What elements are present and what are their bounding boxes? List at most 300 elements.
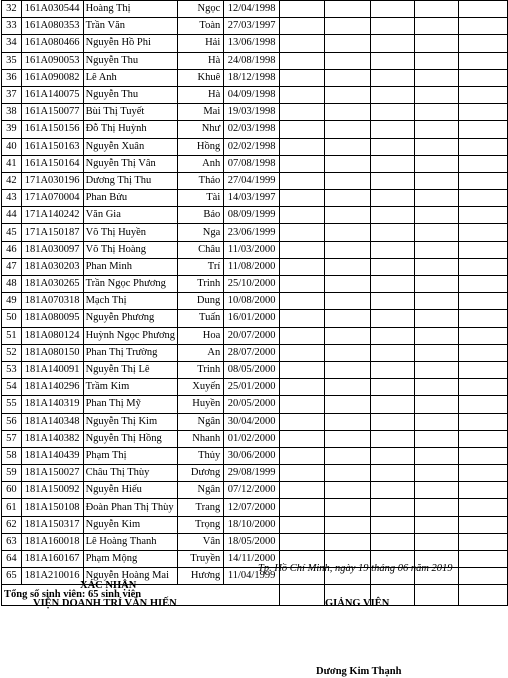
student-code: 181A140382 bbox=[21, 430, 83, 447]
empty-cell bbox=[371, 430, 415, 447]
empty-cell bbox=[459, 551, 508, 568]
student-dob: 11/04/1999 bbox=[224, 568, 280, 585]
student-last-name: Bảo bbox=[178, 207, 224, 224]
student-last-name: Hải bbox=[178, 35, 224, 52]
student-last-name: Ngọc bbox=[178, 1, 224, 18]
student-code: 161A030544 bbox=[21, 1, 83, 18]
lecturer-name: Dương Kim Thạnh bbox=[316, 666, 402, 677]
student-dob: 04/09/1998 bbox=[224, 86, 280, 103]
table-row bbox=[2, 207, 508, 224]
empty-cell bbox=[325, 104, 371, 121]
empty-cell bbox=[371, 293, 415, 310]
student-last-name: Ngân bbox=[178, 482, 224, 499]
student-code: 181A150317 bbox=[21, 516, 83, 533]
empty-cell bbox=[325, 52, 371, 69]
empty-cell bbox=[459, 327, 508, 344]
student-code: 181A080124 bbox=[21, 327, 83, 344]
student-dob: 18/05/2000 bbox=[224, 533, 280, 550]
student-code: 181A070318 bbox=[21, 293, 83, 310]
empty-cell bbox=[415, 379, 459, 396]
institute-name: VIỆN DOANH TRÍ VĂN HIẾN bbox=[33, 598, 177, 609]
empty-cell bbox=[459, 86, 508, 103]
table-row bbox=[2, 465, 508, 482]
student-dob: 02/03/1998 bbox=[224, 121, 280, 138]
student-dob: 20/05/2000 bbox=[224, 396, 280, 413]
row-number: 57 bbox=[2, 430, 22, 447]
empty-cell bbox=[415, 465, 459, 482]
empty-cell bbox=[415, 138, 459, 155]
student-code: 161A080466 bbox=[21, 35, 83, 52]
student-code: 171A150187 bbox=[21, 224, 83, 241]
empty-cell bbox=[415, 190, 459, 207]
student-last-name: Hà bbox=[178, 86, 224, 103]
empty-cell bbox=[459, 344, 508, 361]
empty-cell bbox=[459, 516, 508, 533]
empty-cell bbox=[325, 190, 371, 207]
student-dob: 14/03/1997 bbox=[224, 190, 280, 207]
empty-cell bbox=[280, 172, 325, 189]
empty-cell bbox=[371, 344, 415, 361]
row-number: 50 bbox=[2, 310, 22, 327]
table-row bbox=[2, 310, 508, 327]
empty-cell bbox=[459, 585, 508, 606]
student-dob: 01/02/2000 bbox=[224, 430, 280, 447]
table-row bbox=[2, 344, 508, 361]
empty-cell bbox=[325, 516, 371, 533]
student-first-name: Nguyễn Hoàng Mai bbox=[83, 568, 177, 585]
student-code: 161A090053 bbox=[21, 52, 83, 69]
empty-cell bbox=[325, 447, 371, 464]
student-dob: 30/06/2000 bbox=[224, 447, 280, 464]
empty-cell bbox=[371, 310, 415, 327]
empty-cell bbox=[371, 241, 415, 258]
empty-cell bbox=[325, 121, 371, 138]
empty-cell bbox=[280, 533, 325, 550]
empty-cell bbox=[371, 413, 415, 430]
table-row bbox=[2, 413, 508, 430]
empty-cell bbox=[280, 379, 325, 396]
empty-cell bbox=[415, 344, 459, 361]
table-row bbox=[2, 52, 508, 69]
row-number: 63 bbox=[2, 533, 22, 550]
student-last-name: Dương bbox=[178, 465, 224, 482]
student-code: 161A140075 bbox=[21, 86, 83, 103]
empty-cell bbox=[280, 18, 325, 35]
row-number: 65 bbox=[2, 568, 22, 585]
empty-cell bbox=[280, 344, 325, 361]
student-last-name: Trinh bbox=[178, 276, 224, 293]
empty-cell bbox=[280, 516, 325, 533]
table-row bbox=[2, 190, 508, 207]
student-code: 181A080095 bbox=[21, 310, 83, 327]
student-rows bbox=[2, 1, 508, 585]
confirm-title: XÁC NHẬN bbox=[80, 580, 137, 591]
empty-cell bbox=[415, 482, 459, 499]
table-row bbox=[2, 1, 508, 18]
student-dob: 11/08/2000 bbox=[224, 258, 280, 275]
student-last-name: Dung bbox=[178, 293, 224, 310]
table-row bbox=[2, 516, 508, 533]
empty-cell bbox=[280, 121, 325, 138]
empty-cell bbox=[459, 361, 508, 378]
empty-cell bbox=[459, 482, 508, 499]
student-code: 161A150156 bbox=[21, 121, 83, 138]
student-dob: 08/09/1999 bbox=[224, 207, 280, 224]
empty-cell bbox=[371, 1, 415, 18]
empty-cell bbox=[371, 482, 415, 499]
empty-cell bbox=[459, 155, 508, 172]
empty-cell bbox=[280, 276, 325, 293]
student-dob: 29/08/1999 bbox=[224, 465, 280, 482]
student-table bbox=[1, 0, 508, 606]
row-number: 53 bbox=[2, 361, 22, 378]
student-last-name: Hà bbox=[178, 52, 224, 69]
row-number: 46 bbox=[2, 241, 22, 258]
row-number: 41 bbox=[2, 155, 22, 172]
empty-cell bbox=[280, 207, 325, 224]
empty-cell bbox=[280, 224, 325, 241]
empty-cell bbox=[459, 104, 508, 121]
student-dob: 11/03/2000 bbox=[224, 241, 280, 258]
empty-cell bbox=[371, 155, 415, 172]
student-code: 161A150163 bbox=[21, 138, 83, 155]
table-row bbox=[2, 138, 508, 155]
empty-cell bbox=[371, 104, 415, 121]
row-number: 59 bbox=[2, 465, 22, 482]
empty-cell bbox=[459, 18, 508, 35]
empty-cell bbox=[280, 86, 325, 103]
empty-cell bbox=[325, 396, 371, 413]
table-row bbox=[2, 379, 508, 396]
empty-cell bbox=[459, 447, 508, 464]
empty-cell bbox=[280, 499, 325, 516]
empty-cell bbox=[325, 465, 371, 482]
row-number: 55 bbox=[2, 396, 22, 413]
empty-cell bbox=[371, 69, 415, 86]
empty-cell bbox=[325, 69, 371, 86]
empty-cell bbox=[325, 361, 371, 378]
empty-cell bbox=[415, 276, 459, 293]
empty-cell bbox=[371, 516, 415, 533]
empty-cell bbox=[325, 224, 371, 241]
student-last-name: Thảo bbox=[178, 172, 224, 189]
row-number: 62 bbox=[2, 516, 22, 533]
student-last-name: Nhanh bbox=[178, 430, 224, 447]
empty-cell bbox=[325, 155, 371, 172]
table-row bbox=[2, 69, 508, 86]
student-dob: 30/04/2000 bbox=[224, 413, 280, 430]
empty-cell bbox=[459, 568, 508, 585]
empty-cell bbox=[371, 172, 415, 189]
student-first-name: Trầm Kim bbox=[83, 379, 177, 396]
student-last-name: Tài bbox=[178, 190, 224, 207]
empty-cell bbox=[325, 138, 371, 155]
row-number: 38 bbox=[2, 104, 22, 121]
row-number: 61 bbox=[2, 499, 22, 516]
empty-cell bbox=[280, 138, 325, 155]
student-last-name: Hương bbox=[178, 568, 224, 585]
table-row bbox=[2, 361, 508, 378]
student-dob: 23/06/1999 bbox=[224, 224, 280, 241]
empty-cell bbox=[280, 430, 325, 447]
table-row bbox=[2, 224, 508, 241]
empty-cell bbox=[415, 258, 459, 275]
empty-cell bbox=[325, 18, 371, 35]
empty-cell bbox=[371, 465, 415, 482]
student-code: 181A030265 bbox=[21, 276, 83, 293]
empty-cell bbox=[280, 155, 325, 172]
empty-cell bbox=[415, 1, 459, 18]
empty-cell bbox=[325, 327, 371, 344]
student-first-name: Phan Minh bbox=[83, 258, 177, 275]
table-row bbox=[2, 121, 508, 138]
student-first-name: Nguyễn Thị Lê bbox=[83, 361, 177, 378]
student-first-name: Phan Thị Trường bbox=[83, 344, 177, 361]
student-code: 181A030203 bbox=[21, 258, 83, 275]
row-number: 43 bbox=[2, 190, 22, 207]
row-number: 58 bbox=[2, 447, 22, 464]
student-dob: 07/08/1998 bbox=[224, 155, 280, 172]
table-row bbox=[2, 327, 508, 344]
student-last-name: Tuấn bbox=[178, 310, 224, 327]
student-first-name: Nguyễn Hiếu bbox=[83, 482, 177, 499]
lecturer-title: GIẢNG VIÊN bbox=[325, 598, 390, 609]
student-code: 181A150092 bbox=[21, 482, 83, 499]
student-first-name: Văn Gia bbox=[83, 207, 177, 224]
empty-cell bbox=[459, 224, 508, 241]
empty-cell bbox=[415, 35, 459, 52]
student-first-name: Bùi Thị Tuyết bbox=[83, 104, 177, 121]
empty-cell bbox=[280, 361, 325, 378]
table-row bbox=[2, 482, 508, 499]
empty-cell bbox=[371, 379, 415, 396]
empty-cell bbox=[415, 447, 459, 464]
row-number: 39 bbox=[2, 121, 22, 138]
empty-cell bbox=[371, 224, 415, 241]
empty-cell bbox=[415, 516, 459, 533]
student-dob: 20/07/2000 bbox=[224, 327, 280, 344]
empty-cell bbox=[371, 499, 415, 516]
student-last-name: Toàn bbox=[178, 18, 224, 35]
row-number: 40 bbox=[2, 138, 22, 155]
empty-cell bbox=[325, 379, 371, 396]
empty-cell bbox=[415, 293, 459, 310]
empty-cell bbox=[371, 327, 415, 344]
empty-cell bbox=[325, 35, 371, 52]
student-first-name: Nguyễn Thị Kim bbox=[83, 413, 177, 430]
student-dob: 14/11/2000 bbox=[224, 551, 280, 568]
student-dob: 25/10/2000 bbox=[224, 276, 280, 293]
empty-cell bbox=[280, 69, 325, 86]
student-dob: 16/01/2000 bbox=[224, 310, 280, 327]
table-row bbox=[2, 430, 508, 447]
empty-cell bbox=[415, 86, 459, 103]
student-last-name: Khuê bbox=[178, 69, 224, 86]
student-last-name: Nga bbox=[178, 224, 224, 241]
row-number: 36 bbox=[2, 69, 22, 86]
student-first-name: Nguyễn Thị Hồng bbox=[83, 430, 177, 447]
row-number: 35 bbox=[2, 52, 22, 69]
empty-cell bbox=[415, 121, 459, 138]
table-row bbox=[2, 18, 508, 35]
row-number: 60 bbox=[2, 482, 22, 499]
empty-cell bbox=[325, 310, 371, 327]
empty-cell bbox=[371, 121, 415, 138]
empty-cell bbox=[459, 396, 508, 413]
empty-cell bbox=[371, 138, 415, 155]
student-dob: 25/01/2000 bbox=[224, 379, 280, 396]
student-last-name: Ngân bbox=[178, 413, 224, 430]
empty-cell bbox=[415, 241, 459, 258]
student-first-name: Phạm Thị bbox=[83, 447, 177, 464]
row-number: 32 bbox=[2, 1, 22, 18]
empty-cell bbox=[371, 207, 415, 224]
empty-cell bbox=[280, 241, 325, 258]
empty-cell bbox=[371, 52, 415, 69]
table-row bbox=[2, 258, 508, 275]
empty-cell bbox=[459, 1, 508, 18]
empty-cell bbox=[415, 52, 459, 69]
student-code: 171A030196 bbox=[21, 172, 83, 189]
student-first-name: Phan Bửu bbox=[83, 190, 177, 207]
row-number: 51 bbox=[2, 327, 22, 344]
empty-cell bbox=[325, 241, 371, 258]
empty-cell bbox=[459, 258, 508, 275]
empty-cell bbox=[280, 293, 325, 310]
student-last-name: Như bbox=[178, 121, 224, 138]
student-code: 181A150108 bbox=[21, 499, 83, 516]
empty-cell bbox=[459, 172, 508, 189]
student-first-name: Mạch Thị bbox=[83, 293, 177, 310]
student-last-name: Trinh bbox=[178, 361, 224, 378]
empty-cell bbox=[280, 447, 325, 464]
student-first-name: Dương Thị Thu bbox=[83, 172, 177, 189]
student-last-name: Trọng bbox=[178, 516, 224, 533]
table-row bbox=[2, 35, 508, 52]
empty-cell bbox=[280, 482, 325, 499]
student-code: 181A080150 bbox=[21, 344, 83, 361]
empty-cell bbox=[459, 276, 508, 293]
empty-cell bbox=[325, 293, 371, 310]
empty-cell bbox=[325, 344, 371, 361]
row-number: 42 bbox=[2, 172, 22, 189]
student-dob: 08/05/2000 bbox=[224, 361, 280, 378]
empty-cell bbox=[415, 155, 459, 172]
student-code: 181A140348 bbox=[21, 413, 83, 430]
empty-cell bbox=[325, 499, 371, 516]
table-row bbox=[2, 499, 508, 516]
empty-cell bbox=[280, 258, 325, 275]
row-number: 52 bbox=[2, 344, 22, 361]
student-dob: 28/07/2000 bbox=[224, 344, 280, 361]
student-first-name: Hoàng Thị bbox=[83, 1, 177, 18]
student-first-name: Nguyễn Phương bbox=[83, 310, 177, 327]
table-row bbox=[2, 276, 508, 293]
student-code: 181A140439 bbox=[21, 447, 83, 464]
student-code: 171A070004 bbox=[21, 190, 83, 207]
empty-cell bbox=[415, 327, 459, 344]
empty-cell bbox=[280, 35, 325, 52]
empty-cell bbox=[459, 138, 508, 155]
student-first-name: Trần Ngọc Phương bbox=[83, 276, 177, 293]
empty-cell bbox=[415, 396, 459, 413]
empty-cell bbox=[280, 413, 325, 430]
student-first-name: Nguyễn Thị Vân bbox=[83, 155, 177, 172]
empty-cell bbox=[325, 172, 371, 189]
student-last-name: An bbox=[178, 344, 224, 361]
empty-cell bbox=[325, 207, 371, 224]
empty-cell bbox=[415, 430, 459, 447]
empty-cell bbox=[459, 121, 508, 138]
student-last-name: Châu bbox=[178, 241, 224, 258]
row-number: 34 bbox=[2, 35, 22, 52]
student-dob: 12/07/2000 bbox=[224, 499, 280, 516]
student-dob: 02/02/1998 bbox=[224, 138, 280, 155]
row-number: 44 bbox=[2, 207, 22, 224]
empty-cell bbox=[280, 465, 325, 482]
student-first-name: Nguyễn Kim bbox=[83, 516, 177, 533]
student-last-name: Hoa bbox=[178, 327, 224, 344]
student-dob: 18/10/2000 bbox=[224, 516, 280, 533]
empty-cell bbox=[280, 1, 325, 18]
table-row bbox=[2, 241, 508, 258]
student-dob: 07/12/2000 bbox=[224, 482, 280, 499]
empty-cell bbox=[280, 310, 325, 327]
empty-cell bbox=[280, 104, 325, 121]
empty-cell bbox=[459, 499, 508, 516]
empty-cell bbox=[371, 361, 415, 378]
empty-cell bbox=[415, 533, 459, 550]
empty-cell bbox=[459, 533, 508, 550]
student-dob: 18/12/1998 bbox=[224, 69, 280, 86]
empty-cell bbox=[280, 327, 325, 344]
student-first-name: Phạm Mộng bbox=[83, 551, 177, 568]
student-first-name: Nguyễn Thu bbox=[83, 86, 177, 103]
total-label: Tổng số sinh viên: 65 sinh viên bbox=[2, 585, 280, 606]
empty-cell bbox=[371, 35, 415, 52]
student-dob: 24/08/1998 bbox=[224, 52, 280, 69]
student-last-name: Truyền bbox=[178, 551, 224, 568]
row-number: 54 bbox=[2, 379, 22, 396]
student-code: 181A150027 bbox=[21, 465, 83, 482]
student-code: 161A080353 bbox=[21, 18, 83, 35]
student-code: 171A140242 bbox=[21, 207, 83, 224]
student-dob: 13/06/1998 bbox=[224, 35, 280, 52]
empty-cell bbox=[415, 69, 459, 86]
student-first-name: Đỗ Thị Huỳnh bbox=[83, 121, 177, 138]
table-row bbox=[2, 86, 508, 103]
empty-cell bbox=[371, 447, 415, 464]
student-last-name: Anh bbox=[178, 155, 224, 172]
empty-cell bbox=[459, 52, 508, 69]
student-first-name: Châu Thị Thùy bbox=[83, 465, 177, 482]
student-first-name: Phan Thị Mỹ bbox=[83, 396, 177, 413]
table-row bbox=[2, 396, 508, 413]
empty-cell bbox=[415, 104, 459, 121]
student-code: 181A140319 bbox=[21, 396, 83, 413]
empty-cell bbox=[459, 69, 508, 86]
empty-cell bbox=[459, 241, 508, 258]
student-code: 161A090082 bbox=[21, 69, 83, 86]
student-code: 181A160167 bbox=[21, 551, 83, 568]
student-last-name: Trang bbox=[178, 499, 224, 516]
empty-cell bbox=[280, 396, 325, 413]
student-first-name: Lê Hoàng Thanh bbox=[83, 533, 177, 550]
student-dob: 10/08/2000 bbox=[224, 293, 280, 310]
student-code: 181A140296 bbox=[21, 379, 83, 396]
empty-cell bbox=[325, 276, 371, 293]
row-number: 56 bbox=[2, 413, 22, 430]
